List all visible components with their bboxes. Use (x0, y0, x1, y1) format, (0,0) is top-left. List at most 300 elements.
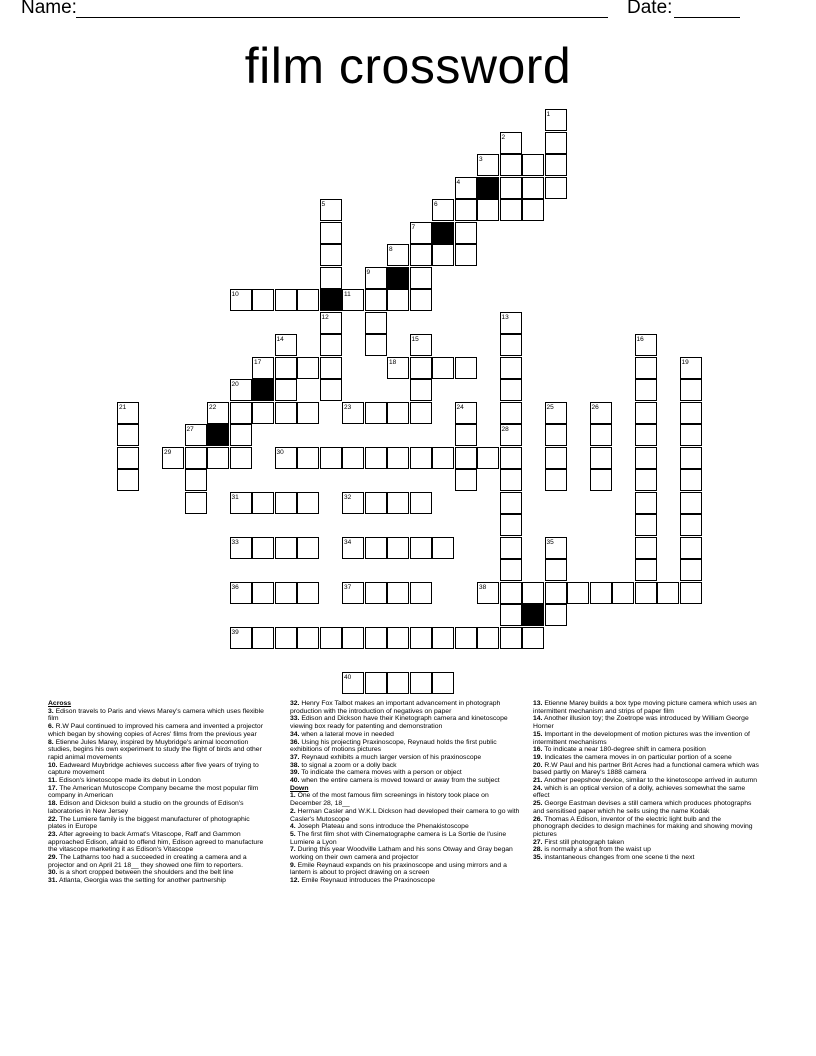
across-clue (48, 831, 266, 854)
grid-cell[interactable] (410, 244, 432, 266)
grid-cell[interactable] (522, 199, 544, 221)
grid-cell[interactable] (252, 627, 274, 649)
grid-cell[interactable] (635, 424, 657, 446)
grid-cell[interactable] (590, 469, 612, 491)
clue-num: 25. (533, 800, 543, 808)
across-clue (290, 762, 520, 770)
clue-number: 39 (231, 628, 239, 636)
clue-number: 32 (344, 493, 352, 501)
clue-number: 21 (119, 403, 127, 411)
across-clue (48, 777, 266, 785)
clue-text: The first film shot with Cinematographe camera is La Sortie de l'usine Lumiere a Lyon (290, 830, 507, 846)
clue-number: 23 (344, 403, 352, 411)
clue-text: Etienne Jules Marey, inspired by Muybridge's animal locomotion studies, begins his own experiment to study the flight of birds and other rapid animal movements (48, 738, 262, 761)
clue-number: 33 (231, 538, 239, 546)
grid-cell[interactable] (252, 537, 274, 559)
grid-cell[interactable] (365, 672, 387, 694)
grid-cell[interactable] (432, 357, 454, 379)
grid-cell[interactable] (387, 537, 409, 559)
grid-cell[interactable] (680, 559, 702, 581)
grid-cell[interactable] (320, 312, 342, 334)
grid-cell[interactable] (590, 582, 612, 604)
grid-cell[interactable] (500, 154, 522, 176)
clue-number: 37 (344, 583, 352, 591)
grid-cell[interactable] (477, 627, 499, 649)
grid-cell[interactable] (297, 289, 319, 311)
clue-number: 1 (546, 111, 551, 118)
clue-number: 4 (456, 178, 461, 186)
grid-cell[interactable] (590, 447, 612, 469)
clues-column-3 (533, 700, 759, 862)
clue-number: 5 (321, 201, 326, 208)
grid-cell[interactable] (297, 582, 319, 604)
grid-cell[interactable] (365, 627, 387, 649)
grid-cell[interactable] (545, 537, 567, 559)
grid-cell[interactable] (410, 492, 432, 514)
clue-text: to signal a zoom or a dolly back (301, 761, 397, 769)
grid-cell[interactable] (545, 132, 567, 154)
black-square (477, 177, 499, 199)
grid-cell[interactable] (342, 402, 364, 424)
clue-text: Joseph Plateau and sons introduce the Phenakistoscope (297, 823, 469, 831)
grid-cell[interactable] (387, 627, 409, 649)
clue-heading: Down (290, 784, 309, 792)
grid-cell[interactable] (500, 132, 522, 154)
clue-text: Using his projecting Praxinoscope, Reynaud holds the first public exhibitions of motions pictures (290, 738, 497, 754)
clue-num: 20. (533, 761, 543, 769)
clue-num: 21. (533, 777, 543, 785)
grid-cell[interactable] (545, 109, 567, 131)
grid-cell[interactable] (297, 627, 319, 649)
grid-cell[interactable] (612, 582, 634, 604)
black-square (432, 222, 454, 244)
grid-cell[interactable] (342, 582, 364, 604)
grid-cell[interactable] (230, 537, 252, 559)
grid-cell[interactable] (410, 402, 432, 424)
grid-cell[interactable] (545, 402, 567, 424)
clue-heading: Across (48, 700, 72, 707)
down-clue (533, 785, 759, 800)
black-square (387, 267, 409, 289)
clue-text: Edison travels to Paris and views Marey's camera which uses flexible film (48, 707, 264, 723)
grid-cell[interactable] (185, 447, 207, 469)
grid-cell[interactable] (545, 447, 567, 469)
grid-cell[interactable] (117, 447, 139, 469)
grid-cell[interactable] (387, 244, 409, 266)
black-square (252, 379, 274, 401)
clue-num: 3. (48, 707, 54, 715)
grid-cell[interactable] (545, 154, 567, 176)
grid-cell[interactable] (500, 357, 522, 379)
grid-cell[interactable] (275, 492, 297, 514)
grid-cell[interactable] (500, 334, 522, 356)
grid-cell[interactable] (500, 582, 522, 604)
grid-cell[interactable] (545, 424, 567, 446)
grid-cell[interactable] (635, 514, 657, 536)
grid-cell[interactable] (230, 289, 252, 311)
down-clue (533, 839, 759, 847)
grid-cell[interactable] (500, 424, 522, 446)
across-clue (48, 723, 266, 738)
clue-text: Herman Casler and W.K.L Dickson had developed their camera to go with Casler's Mutoscope (290, 807, 520, 823)
grid-cell[interactable] (230, 447, 252, 469)
grid-cell[interactable] (387, 289, 409, 311)
grid-cell[interactable] (680, 582, 702, 604)
clue-text: when the entire camera is moved toward or away from the subject (301, 777, 500, 785)
clue-number: 16 (636, 336, 644, 343)
grid-cell[interactable] (410, 582, 432, 604)
grid-cell[interactable] (230, 379, 252, 401)
grid-cell[interactable] (680, 469, 702, 491)
grid-cell[interactable] (500, 604, 522, 626)
grid-cell[interactable] (365, 267, 387, 289)
grid-cell[interactable] (275, 582, 297, 604)
clue-num: 8. (48, 738, 54, 746)
grid-cell[interactable] (297, 357, 319, 379)
clue-text: Another peepshow device, similar to the kinetoscope arrived in autumn (543, 777, 758, 785)
grid-cell[interactable] (320, 334, 342, 356)
grid-cell[interactable] (500, 177, 522, 199)
grid-cell[interactable] (387, 402, 409, 424)
grid-cell[interactable] (477, 154, 499, 176)
grid-cell[interactable] (297, 402, 319, 424)
grid-cell[interactable] (455, 627, 477, 649)
down-clue (290, 846, 520, 861)
page-title: film crossword (244, 38, 572, 94)
grid-cell[interactable] (275, 627, 297, 649)
grid-cell[interactable] (500, 627, 522, 649)
grid-cell[interactable] (275, 402, 297, 424)
name-label: Name: (21, 0, 77, 18)
grid-cell[interactable] (432, 447, 454, 469)
grid-cell[interactable] (320, 357, 342, 379)
clue-text: is normally a shot from the waist up (544, 846, 651, 854)
grid-cell[interactable] (252, 289, 274, 311)
grid-cell[interactable] (162, 447, 184, 469)
grid-cell[interactable] (387, 582, 409, 604)
grid-cell[interactable] (477, 582, 499, 604)
grid-cell[interactable] (365, 492, 387, 514)
down-clue (290, 808, 520, 823)
grid-cell[interactable] (410, 672, 432, 694)
across-clue (290, 739, 520, 754)
grid-cell[interactable] (590, 424, 612, 446)
grid-cell[interactable] (342, 447, 364, 469)
across-clue (48, 708, 266, 723)
grid-cell[interactable] (635, 447, 657, 469)
grid-cell[interactable] (320, 222, 342, 244)
grid-cell[interactable] (410, 627, 432, 649)
clue-text: Emile Reynaud expands on his praxinoscope and using mirrors and a lantern is about to project drawing on a screen (290, 861, 507, 877)
grid-cell[interactable] (207, 447, 229, 469)
grid-cell[interactable] (500, 559, 522, 581)
down-clue (533, 715, 759, 730)
clue-num: 33. (290, 715, 300, 723)
grid-cell[interactable] (500, 514, 522, 536)
grid-cell[interactable] (500, 402, 522, 424)
grid-cell[interactable] (680, 537, 702, 559)
grid-cell[interactable] (455, 177, 477, 199)
clue-num: 29. (48, 854, 58, 862)
grid-cell[interactable] (365, 289, 387, 311)
grid-cell[interactable] (635, 334, 657, 356)
clue-text: Emile Reynaud introduces the Praxinoscope (301, 877, 436, 885)
grid-cell[interactable] (432, 199, 454, 221)
grid-cell[interactable] (297, 492, 319, 514)
grid-cell[interactable] (252, 492, 274, 514)
across-clue (48, 877, 266, 885)
clue-text: The Latharns too had a succeeded in creating a camera and a projector and on April 21 18__ they showed one film to reporters. (48, 854, 247, 869)
grid-cell[interactable] (185, 492, 207, 514)
grid-cell[interactable] (230, 402, 252, 424)
grid-cell[interactable] (320, 627, 342, 649)
grid-cell[interactable] (230, 582, 252, 604)
across-clue (290, 777, 520, 785)
grid-cell[interactable] (230, 492, 252, 514)
down-clue (533, 846, 759, 854)
down-clue (533, 777, 759, 785)
across-clue (48, 785, 266, 800)
clue-num: 38. (290, 761, 300, 769)
clue-number: 12 (321, 313, 329, 321)
grid-cell[interactable] (635, 537, 657, 559)
grid-cell[interactable] (117, 424, 139, 446)
grid-cell[interactable] (455, 402, 477, 424)
clue-text: Etienne Marey builds a box type moving picture camera which uses an intermittent mechanism and strips of paper film (533, 700, 757, 715)
grid-cell[interactable] (365, 334, 387, 356)
clue-number: 6 (434, 201, 438, 208)
grid-cell[interactable] (455, 447, 477, 469)
grid-cell[interactable] (455, 357, 477, 379)
grid-cell[interactable] (275, 289, 297, 311)
across-clue (290, 769, 520, 777)
down-clue (290, 877, 520, 885)
clue-text: To indicate a near 180-degree shift in camera position (544, 746, 706, 754)
grid-cell[interactable] (545, 469, 567, 491)
clue-num: 32. (290, 700, 300, 707)
grid-cell[interactable] (230, 424, 252, 446)
grid-cell[interactable] (365, 582, 387, 604)
grid-cell[interactable] (500, 469, 522, 491)
grid-cell[interactable] (680, 447, 702, 469)
clues-column-2 (290, 700, 520, 885)
grid-cell[interactable] (432, 672, 454, 694)
grid-cell[interactable] (680, 492, 702, 514)
grid-cell[interactable] (410, 289, 432, 311)
grid-cell[interactable] (455, 424, 477, 446)
clue-num: 4. (290, 823, 296, 831)
grid-cell[interactable] (545, 604, 567, 626)
grid-cell[interactable] (500, 199, 522, 221)
clue-text: The American Mutoscope Company became the most popular film company in American (48, 784, 259, 800)
clue-number: 15 (411, 336, 419, 343)
grid-cell[interactable] (500, 312, 522, 334)
grid-cell[interactable] (410, 447, 432, 469)
grid-cell[interactable] (275, 537, 297, 559)
clue-num: 35. (533, 854, 543, 862)
grid-cell[interactable] (342, 492, 364, 514)
grid-cell[interactable] (410, 537, 432, 559)
grid-cell[interactable] (432, 537, 454, 559)
grid-cell[interactable] (342, 627, 364, 649)
grid-cell[interactable] (117, 469, 139, 491)
clue-num: 28. (533, 846, 543, 854)
grid-cell[interactable] (635, 469, 657, 491)
clue-number: 17 (254, 358, 262, 366)
grid-cell[interactable] (567, 582, 589, 604)
grid-cell[interactable] (320, 267, 342, 289)
grid-cell[interactable] (635, 582, 657, 604)
clue-num: 31. (48, 877, 58, 885)
grid-cell[interactable] (680, 402, 702, 424)
clue-number: 14 (276, 336, 284, 343)
grid-cell[interactable] (297, 537, 319, 559)
grid-cell[interactable] (252, 582, 274, 604)
grid-cell[interactable] (680, 424, 702, 446)
grid-cell[interactable] (522, 582, 544, 604)
grid-cell[interactable] (635, 492, 657, 514)
grid-cell[interactable] (590, 402, 612, 424)
clue-text: which is an optical version of a dolly, achieves somewhat the same effect (533, 784, 746, 800)
clue-num: 23. (48, 830, 58, 838)
grid-cell[interactable] (342, 537, 364, 559)
grid-cell[interactable] (275, 447, 297, 469)
clue-text: Atlanta, Georgia was the setting for another partnership (58, 877, 226, 885)
grid-cell[interactable] (387, 447, 409, 469)
clue-num: 36. (290, 738, 300, 746)
grid-cell[interactable] (320, 447, 342, 469)
grid-cell[interactable] (387, 357, 409, 379)
grid-cell[interactable] (522, 627, 544, 649)
down-clue (533, 731, 759, 746)
clue-number: 24 (456, 403, 464, 411)
grid-cell[interactable] (365, 312, 387, 334)
clue-num: 14. (533, 715, 543, 723)
grid-cell[interactable] (545, 582, 567, 604)
clue-text: is a short cropped between the shoulders and the belt line (59, 869, 234, 877)
grid-cell[interactable] (320, 199, 342, 221)
grid-cell[interactable] (432, 627, 454, 649)
grid-cell[interactable] (500, 492, 522, 514)
clue-num: 1. (290, 792, 296, 800)
grid-cell[interactable] (320, 379, 342, 401)
clues-section (0, 700, 816, 1056)
clue-number: 34 (344, 538, 352, 546)
grid-cell[interactable] (477, 447, 499, 469)
clue-text: To indicate the camera moves with a person or object (301, 769, 462, 777)
black-square (207, 424, 229, 446)
clue-number: 13 (501, 313, 509, 321)
grid-cell[interactable] (522, 177, 544, 199)
grid-cell[interactable] (410, 222, 432, 244)
clue-num: 19. (533, 753, 543, 761)
grid-cell[interactable] (185, 424, 207, 446)
grid-cell[interactable] (680, 379, 702, 401)
grid-cell[interactable] (455, 244, 477, 266)
across-clue (290, 715, 520, 730)
grid-cell[interactable] (657, 582, 679, 604)
grid-cell[interactable] (230, 627, 252, 649)
grid-cell[interactable] (185, 469, 207, 491)
grid-cell[interactable] (320, 244, 342, 266)
grid-cell[interactable] (342, 672, 364, 694)
clue-num: 27. (533, 838, 543, 846)
grid-cell[interactable] (387, 672, 409, 694)
clue-num: 22. (48, 815, 58, 823)
clue-text: Thomas A Edison, inventor of the electric light bulb and the phonograph decides to design machines for making and showing moving pictures (533, 815, 753, 838)
clue-text: Henry Fox Talbot makes an important advancement in photograph production with the introduction of negatives on paper (290, 700, 501, 715)
grid-cell[interactable] (252, 357, 274, 379)
grid-cell[interactable] (477, 199, 499, 221)
grid-cell[interactable] (275, 379, 297, 401)
grid-cell[interactable] (500, 447, 522, 469)
grid-cell[interactable] (635, 402, 657, 424)
clue-text: Important in the development of motion pictures was the invention of intermittent mechanisms (533, 730, 750, 746)
grid-cell[interactable] (500, 379, 522, 401)
clue-num: 5. (290, 830, 296, 838)
grid-cell[interactable] (387, 492, 409, 514)
clue-num: 16. (533, 746, 543, 754)
grid-cell[interactable] (365, 447, 387, 469)
grid-cell[interactable] (500, 537, 522, 559)
clue-text: Reynaud exhibits a much larger version of his praxinoscope (301, 753, 482, 761)
grid-cell[interactable] (275, 357, 297, 379)
grid-cell[interactable] (342, 289, 364, 311)
grid-cell[interactable] (545, 559, 567, 581)
grid-cell[interactable] (275, 334, 297, 356)
grid-cell[interactable] (410, 379, 432, 401)
grid-cell[interactable] (455, 469, 477, 491)
grid-cell[interactable] (635, 379, 657, 401)
clue-num: 17. (48, 784, 58, 792)
down-clue (533, 700, 759, 715)
clue-num: 34. (290, 730, 300, 738)
clue-number: 38 (479, 583, 487, 591)
grid-cell[interactable] (410, 357, 432, 379)
clue-text: Another illusion toy; the Zoetrope was introduced by William George Horner (533, 715, 749, 731)
grid-cell[interactable] (207, 402, 229, 424)
grid-cell[interactable] (680, 514, 702, 536)
grid-cell[interactable] (297, 447, 319, 469)
grid-cell[interactable] (680, 357, 702, 379)
clues-column-1 (48, 700, 266, 885)
grid-cell[interactable] (545, 177, 567, 199)
down-clue (533, 854, 759, 862)
down-clue (290, 823, 520, 831)
grid-cell[interactable] (117, 402, 139, 424)
clue-number: 26 (591, 403, 599, 411)
grid-cell[interactable] (635, 559, 657, 581)
grid-cell[interactable] (522, 154, 544, 176)
clue-number: 11 (344, 291, 351, 298)
grid-cell[interactable] (455, 222, 477, 244)
clue-text: Edison and Dickson build a studio on the grounds of Edison's laboratories in New Jersey (48, 800, 244, 815)
grid-cell[interactable] (365, 402, 387, 424)
grid-cell[interactable] (635, 357, 657, 379)
grid-cell[interactable] (432, 244, 454, 266)
grid-cell[interactable] (252, 402, 274, 424)
grid-cell[interactable] (410, 334, 432, 356)
clue-text: Edison's kinetoscope made its debut in London (58, 777, 201, 785)
clue-num: 9. (290, 861, 296, 869)
grid-cell[interactable] (410, 267, 432, 289)
across-clue (48, 762, 266, 777)
clue-number: 8 (389, 246, 393, 253)
across-clue (48, 800, 266, 815)
grid-cell[interactable] (365, 537, 387, 559)
across-clue (290, 731, 520, 739)
grid-cell[interactable] (455, 199, 477, 221)
